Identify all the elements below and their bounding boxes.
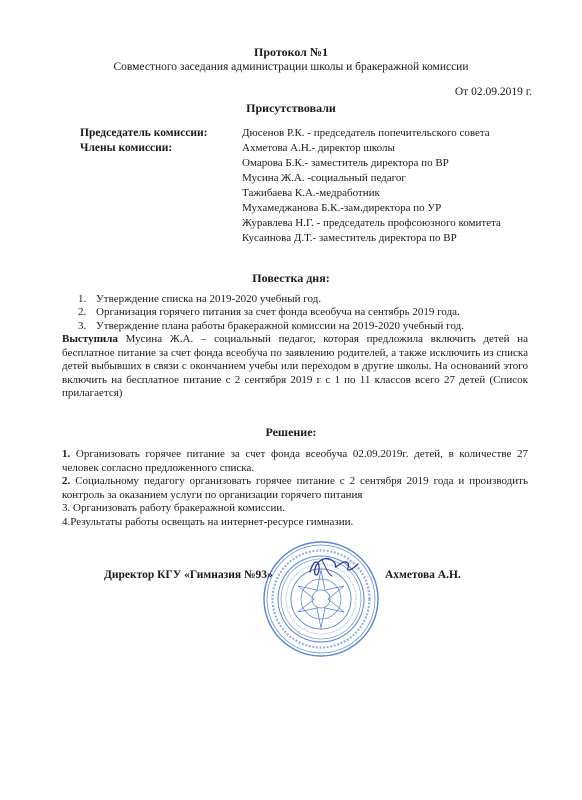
agenda-item [62,293,464,306]
official-seal-stamp [262,540,380,658]
agenda-item-number: 2. [78,306,87,319]
decision-item [62,448,528,475]
document-title: Протокол №1 [254,45,328,59]
decision-item [62,502,528,516]
document-subtitle: Совместного заседания администрации школы и бракеражной комиссии [113,61,469,73]
decision-text: 4.Результаты работы освещать на интернет-ресурсе гимназии. [62,515,354,528]
decision-text: 3. Организовать работу бракеражной комиссии. [62,502,286,514]
decision-heading: Решение: [265,425,317,439]
agenda-heading: Повестка дня: [252,271,330,285]
member-entry: Омарова Б.К.- заместитель директора по ВР [242,157,449,169]
signature-title: Директор КГУ «Гимназия №93» [104,569,273,581]
agenda-item-text: Утверждение списка на 2019-2020 учебный год. [96,293,322,305]
document-date: От 02.09.2019 г. [454,86,532,98]
decision-item [62,516,528,530]
speech-paragraph [62,333,528,401]
members-label: Члены комиссии: [80,142,173,154]
speech-text: Мусина Ж.А. – социальный педагог, которая предложила включить детей на бесплатное питание за счет фонда всеобуча по заявлению родителей, а также исключить из списка детей выбывших в связи с окончанием учебы или переходом в другие школы. На оснований этого включить на бесплатное питание с 2 сентября 2019 г с 1 по 11 классов всего 27 детей (Список прилагается) [62,333,528,399]
decision-number: 2. [62,475,71,487]
member-entry: Мусина Ж.А. -социальный педагог [242,172,406,184]
agenda-item-number: 3. [78,319,87,332]
speech-lead: Выступила [62,333,118,345]
decision-text: Социальному педагогу организовать горячее питание с 2 сентября 2019 года и производить контроль за оказанием услуги по организации горячего питания [62,475,528,501]
member-entry: Тажибаева К.А.-медработник [242,187,380,199]
agenda-item-number: 1. [78,293,87,305]
agenda-item [62,306,464,319]
chair-entry: Дюсенов Р.К. - председатель попечительского совета [242,127,490,139]
agenda-list [62,293,464,333]
member-entry: Мухамеджанова Б.К.-зам.директора по УР [242,202,442,214]
chair-label: Председатель комиссии: [80,127,208,139]
decision-text: Организовать горячее питание за счет фонда всеобуча 02.09.2019г. детей, в количестве 27 человек согласно предложенного списка. [62,448,528,474]
attendance-heading: Присутствовали [246,101,336,115]
agenda-item-text: Утверждение плана работы бракеражной комиссии на 2019-2020 учебный год. [96,319,464,332]
member-entry: Кусаинова Д.Т.- заместитель директора по ВР [242,232,457,244]
agenda-item-text: Организация горячего питания за счет фонда всеобуча на сентябрь 2019 года. [96,306,460,319]
signature-name: Ахметова А.Н. [385,569,461,581]
member-entry: Ахметова А.Н.- директор школы [242,142,395,154]
decision-item [62,475,528,502]
decision-number: 1. [62,448,71,460]
agenda-item [62,320,464,333]
member-entry: Журавлева Н.Г. - председатель профсоюзного комитета [242,217,501,229]
decision-list [62,448,528,529]
